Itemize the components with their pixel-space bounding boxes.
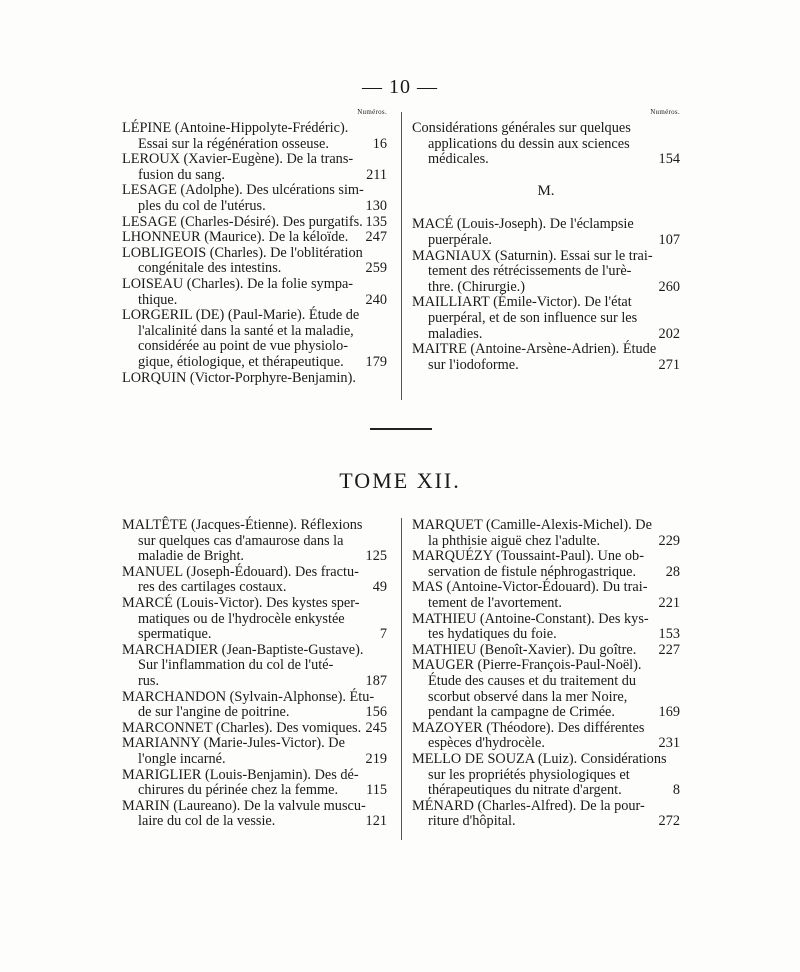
index-entry: [412, 549, 680, 580]
entry-title-line: [412, 627, 680, 643]
entry-text: MAGNIAUX (Saturnin). Essai sur le trai-: [412, 247, 653, 264]
top-left-column: [122, 108, 387, 386]
tome-title: TOME XII.: [339, 468, 461, 493]
entry-text: MAITRE (Antoine-Arsène-Adrien). Étude: [412, 341, 657, 358]
entry-text: l'ongle incarné.: [138, 750, 226, 767]
section-letter: M.: [537, 182, 555, 199]
entry-author-line: [122, 768, 387, 784]
entry-text: rus.: [138, 672, 160, 689]
entry-text: LORGERIL (DE) (Paul-Marie). Étude de: [122, 307, 360, 324]
entry-text: tement des rétrécissements de l'urè-: [428, 263, 632, 280]
index-entry: [122, 736, 387, 767]
thesis-number: 130: [365, 197, 387, 214]
entry-author-line: [122, 121, 387, 137]
entry-title-line: [412, 736, 680, 752]
entry-text: Considérations générales sur quelques: [412, 120, 631, 136]
entry-title-line: [122, 705, 387, 721]
entry-title-line: [122, 355, 387, 371]
entry-author-line: [412, 752, 680, 768]
entry-text: LÉPINE (Antoine-Hippolyte-Frédéric).: [122, 120, 349, 136]
entry-author-line: [412, 721, 680, 737]
entry-author-line: [412, 249, 680, 265]
thesis-number: 154: [658, 151, 680, 168]
thesis-number: 231: [658, 735, 680, 752]
thesis-number: 245: [365, 719, 387, 736]
thesis-number: 179: [365, 353, 387, 370]
entry-text: maladies.: [428, 325, 483, 342]
entry-author-line: [412, 217, 680, 233]
entry-title-line: [122, 324, 387, 340]
entry-author-line: [412, 518, 680, 534]
thesis-number: 260: [658, 278, 680, 295]
index-entry: [122, 518, 387, 565]
index-entry: [412, 612, 680, 643]
entry-author-line: [122, 152, 387, 168]
thesis-number: 115: [366, 782, 387, 799]
index-entry: [122, 643, 387, 690]
entry-author-line: [122, 721, 387, 737]
entry-text: Étude des causes et du traitement du: [428, 672, 637, 689]
entry-title-line: [412, 152, 680, 168]
column-divider-bottom: [401, 518, 402, 840]
thesis-number: 202: [658, 325, 680, 342]
entry-text: matiques ou de l'hydrocèle enkystée: [138, 610, 345, 627]
entry-text: l'alcalinité dans la santé et la maladie,: [138, 322, 354, 339]
entry-title-line: [412, 327, 680, 343]
entry-text: puerpérale.: [428, 231, 492, 248]
entry-text: la phthisie aiguë chez l'adulte.: [428, 532, 601, 549]
entry-author-line: [122, 246, 387, 262]
entry-text: MAZOYER (Théodore). Des différentes: [412, 719, 645, 736]
index-entry: [412, 643, 680, 659]
index-entry: [122, 308, 387, 370]
entry-text: MARIANNY (Marie-Jules-Victor). De: [122, 735, 345, 752]
thesis-number: 271: [658, 356, 680, 373]
entry-title-line: [122, 783, 387, 799]
entry-text: MATHIEU (Antoine-Constant). Des kys-: [412, 610, 649, 627]
entry-title-line: [412, 358, 680, 374]
entry-text: ples du col de l'utérus.: [138, 197, 266, 214]
entry-title-line: [122, 658, 387, 674]
index-entry: [412, 342, 680, 373]
thesis-number: 229: [658, 532, 680, 549]
index-entry: [122, 246, 387, 277]
entry-text: LESAGE (Adolphe). Des ulcérations sim-: [122, 182, 364, 199]
index-entry: [122, 121, 387, 152]
thesis-number: 28: [665, 563, 680, 580]
column-divider-top: [401, 112, 402, 400]
entry-author-line: [122, 277, 387, 293]
entry-title-line: [122, 612, 387, 628]
top-right-column: [412, 108, 680, 373]
entry-author-line: [122, 518, 387, 534]
entry-title-line: [122, 674, 387, 690]
entry-title-line: [122, 261, 387, 277]
section-separator-rule: [370, 428, 432, 430]
entry-text: LHONNEUR (Maurice). De la kéloïde.: [122, 229, 349, 246]
index-entry: [412, 295, 680, 342]
entry-text: res des cartilages costaux.: [138, 579, 287, 596]
entry-text: MARCONNET (Charles). Des vomiques.: [122, 719, 362, 736]
entry-text: LESAGE (Charles-Désiré). Des purgatifs.: [122, 213, 363, 230]
entry-title-line: [122, 549, 387, 565]
index-entry: [122, 183, 387, 214]
entry-text: médicales.: [428, 151, 489, 168]
entry-text: MARQUET (Camille-Alexis-Michel). De: [412, 517, 652, 533]
thesis-number: 227: [658, 641, 680, 658]
entry-text: laire du col de la vessie.: [138, 813, 276, 830]
entry-text: servation de fistule néphrogastrique.: [428, 563, 637, 580]
entry-text: espèces d'hydrocèle.: [428, 735, 545, 752]
entry-text: thre. (Chirurgie.): [428, 278, 526, 295]
entry-author-line: [122, 308, 387, 324]
index-entry: [412, 658, 680, 720]
entry-text: fusion du sang.: [138, 166, 225, 183]
entry-title-line: [122, 814, 387, 830]
entry-list: [122, 518, 387, 830]
entry-author-line: [412, 643, 680, 659]
entry-text: thérapeutiques du nitrate d'argent.: [428, 782, 622, 799]
entry-text: tement de l'avortement.: [428, 594, 562, 611]
entry-text: MARIN (Laureano). De la valvule muscu-: [122, 797, 366, 814]
bottom-right-column: [412, 518, 680, 830]
index-entry: [412, 799, 680, 830]
entry-author-line: [412, 295, 680, 311]
entry-author-line: [412, 612, 680, 628]
entry-text: MAILLIART (Émile-Victor). De l'état: [412, 294, 632, 311]
index-entry: [122, 152, 387, 183]
entry-text: LORQUIN (Victor-Porphyre-Benjamin).: [122, 369, 356, 386]
entry-author-line: [122, 230, 387, 246]
thesis-number: 247: [365, 229, 387, 246]
thesis-number: 169: [658, 704, 680, 721]
entry-text: spermatique.: [138, 626, 212, 643]
thesis-number: 125: [365, 548, 387, 565]
thesis-number: 211: [366, 166, 387, 183]
entry-author-line: [412, 121, 680, 137]
entry-text: MALTÊTE (Jacques-Étienne). Réflexions: [122, 517, 363, 533]
entry-author-line: [122, 596, 387, 612]
entry-text: MANUEL (Joseph-Édouard). Des fractu-: [122, 563, 359, 580]
thesis-number: 187: [365, 672, 387, 689]
entry-title-line: [412, 534, 680, 550]
entry-text: applications du dessin aux sciences: [428, 135, 630, 152]
entry-text: tes hydatiques du foie.: [428, 626, 557, 643]
entry-list: [412, 518, 680, 830]
thesis-number: 107: [658, 231, 680, 248]
entry-author-line: [412, 342, 680, 358]
index-entry: [122, 721, 387, 737]
entry-text: MACÉ (Louis-Joseph). De l'éclampsie: [412, 216, 634, 233]
entry-title-line: [412, 783, 680, 799]
entry-text: sur les propriétés physiologiques et: [428, 766, 630, 783]
thesis-number: 7: [379, 626, 387, 643]
thesis-number: 219: [365, 750, 387, 767]
page-number: — 10 —: [362, 76, 438, 98]
column-header-label: Numéros.: [357, 108, 387, 116]
thesis-number: 153: [658, 626, 680, 643]
continuation-entry: [412, 121, 680, 168]
index-entry: [122, 768, 387, 799]
thesis-number: 240: [365, 291, 387, 308]
thesis-number: 272: [658, 813, 680, 830]
entry-text: chirures du périnée chez la femme.: [138, 782, 339, 799]
entry-list: [122, 121, 387, 386]
entry-title-line: [412, 280, 680, 296]
thesis-number: 156: [365, 704, 387, 721]
entry-list: [412, 217, 680, 373]
index-entry: [412, 752, 680, 799]
entry-title-line: [412, 233, 680, 249]
entry-title-line: [122, 752, 387, 768]
entry-title-line: [122, 339, 387, 355]
entry-title-line: [412, 596, 680, 612]
entry-text: MARCHADIER (Jean-Baptiste-Gustave).: [122, 641, 364, 658]
entry-text: MARQUÉZY (Toussaint-Paul). Une ob-: [412, 548, 644, 565]
column-header-label: Numéros.: [650, 108, 680, 116]
entry-title-line: [122, 168, 387, 184]
index-entry: [412, 217, 680, 248]
entry-text: MAS (Antoine-Victor-Édouard). Du trai-: [412, 579, 648, 596]
thesis-number: 221: [658, 594, 680, 611]
index-entry: [122, 277, 387, 308]
entry-text: Sur l'inflammation du col de l'uté-: [138, 657, 334, 674]
entry-text: de sur l'angine de poitrine.: [138, 704, 290, 721]
index-entry: [412, 518, 680, 549]
entry-text: MARCHANDON (Sylvain-Alphonse). Étu-: [122, 688, 375, 705]
entry-author-line: [122, 183, 387, 199]
entry-text: LOBLIGEOIS (Charles). De l'oblitération: [122, 244, 363, 261]
thesis-number: 49: [372, 579, 387, 596]
entry-author-line: [122, 643, 387, 659]
entry-author-line: [412, 580, 680, 596]
entry-text: sur quelques cas d'amaurose dans la: [138, 532, 344, 549]
entry-author-line: [122, 799, 387, 815]
entry-text: LOISEAU (Charles). De la folie sympa-: [122, 275, 354, 292]
index-entry: [412, 580, 680, 611]
entry-text: maladie de Bright.: [138, 548, 245, 565]
index-entry: [122, 371, 387, 387]
entry-title-line: [122, 137, 387, 153]
entry-title-line: [122, 580, 387, 596]
entry-title-line: [412, 311, 680, 327]
entry-title-line: [412, 264, 680, 280]
entry-title-line: [122, 627, 387, 643]
index-entry: [122, 596, 387, 643]
entry-text: MELLO DE SOUZA (Luiz). Considérations: [412, 750, 667, 767]
entry-text: LEROUX (Xavier-Eugène). De la trans-: [122, 151, 354, 168]
entry-text: pendant la campagne de Crimée.: [428, 704, 615, 721]
entry-author-line: [122, 736, 387, 752]
entry-author-line: [122, 690, 387, 706]
entry-text: Essai sur la régénération osseuse.: [138, 135, 329, 152]
index-entry: [122, 690, 387, 721]
thesis-number: 135: [365, 213, 387, 230]
index-entry: [412, 121, 680, 168]
entry-text: MARCÉ (Louis-Victor). Des kystes sper-: [122, 594, 360, 611]
bottom-left-column: [122, 518, 387, 830]
index-entry: [122, 799, 387, 830]
index-entry: [412, 721, 680, 752]
entry-text: puerpéral, et de son influence sur les: [428, 309, 638, 326]
entry-text: riture d'hôpital.: [428, 813, 516, 830]
entry-title-line: [412, 705, 680, 721]
entry-title-line: [122, 199, 387, 215]
index-entry: [122, 565, 387, 596]
entry-text: scorbut observé dans la mer Noire,: [428, 688, 628, 705]
entry-text: sur l'iodoforme.: [428, 356, 519, 373]
thesis-number: 16: [372, 135, 387, 152]
entry-title-line: [412, 674, 680, 690]
entry-text: thique.: [138, 291, 178, 308]
index-entry: [122, 230, 387, 246]
entry-text: MÉNARD (Charles-Alfred). De la pour-: [412, 797, 645, 814]
entry-author-line: [122, 371, 387, 387]
entry-text: MARIGLIER (Louis-Benjamin). Des dé-: [122, 766, 359, 783]
entry-author-line: [412, 658, 680, 674]
thesis-number: 8: [672, 782, 680, 799]
entry-author-line: [412, 549, 680, 565]
entry-title-line: [122, 534, 387, 550]
entry-text: gique, étiologique, et thérapeutique.: [138, 353, 344, 370]
entry-title-line: [412, 814, 680, 830]
entry-text: MATHIEU (Benoît-Xavier). Du goître.: [412, 641, 637, 658]
entry-author-line: [122, 565, 387, 581]
thesis-number: 259: [365, 260, 387, 277]
entry-text: congénitale des intestins.: [138, 260, 282, 277]
entry-title-line: [412, 690, 680, 706]
entry-author-line: [122, 215, 387, 231]
entry-text: considérée au point de vue physiolo-: [138, 338, 349, 355]
thesis-number: 121: [365, 813, 387, 830]
entry-title-line: [412, 768, 680, 784]
index-entry: [122, 215, 387, 231]
entry-title-line: [122, 293, 387, 309]
index-entry: [412, 249, 680, 296]
entry-title-line: [412, 137, 680, 153]
entry-author-line: [412, 799, 680, 815]
entry-text: MAUGER (Pierre-François-Paul-Noël).: [412, 657, 642, 674]
